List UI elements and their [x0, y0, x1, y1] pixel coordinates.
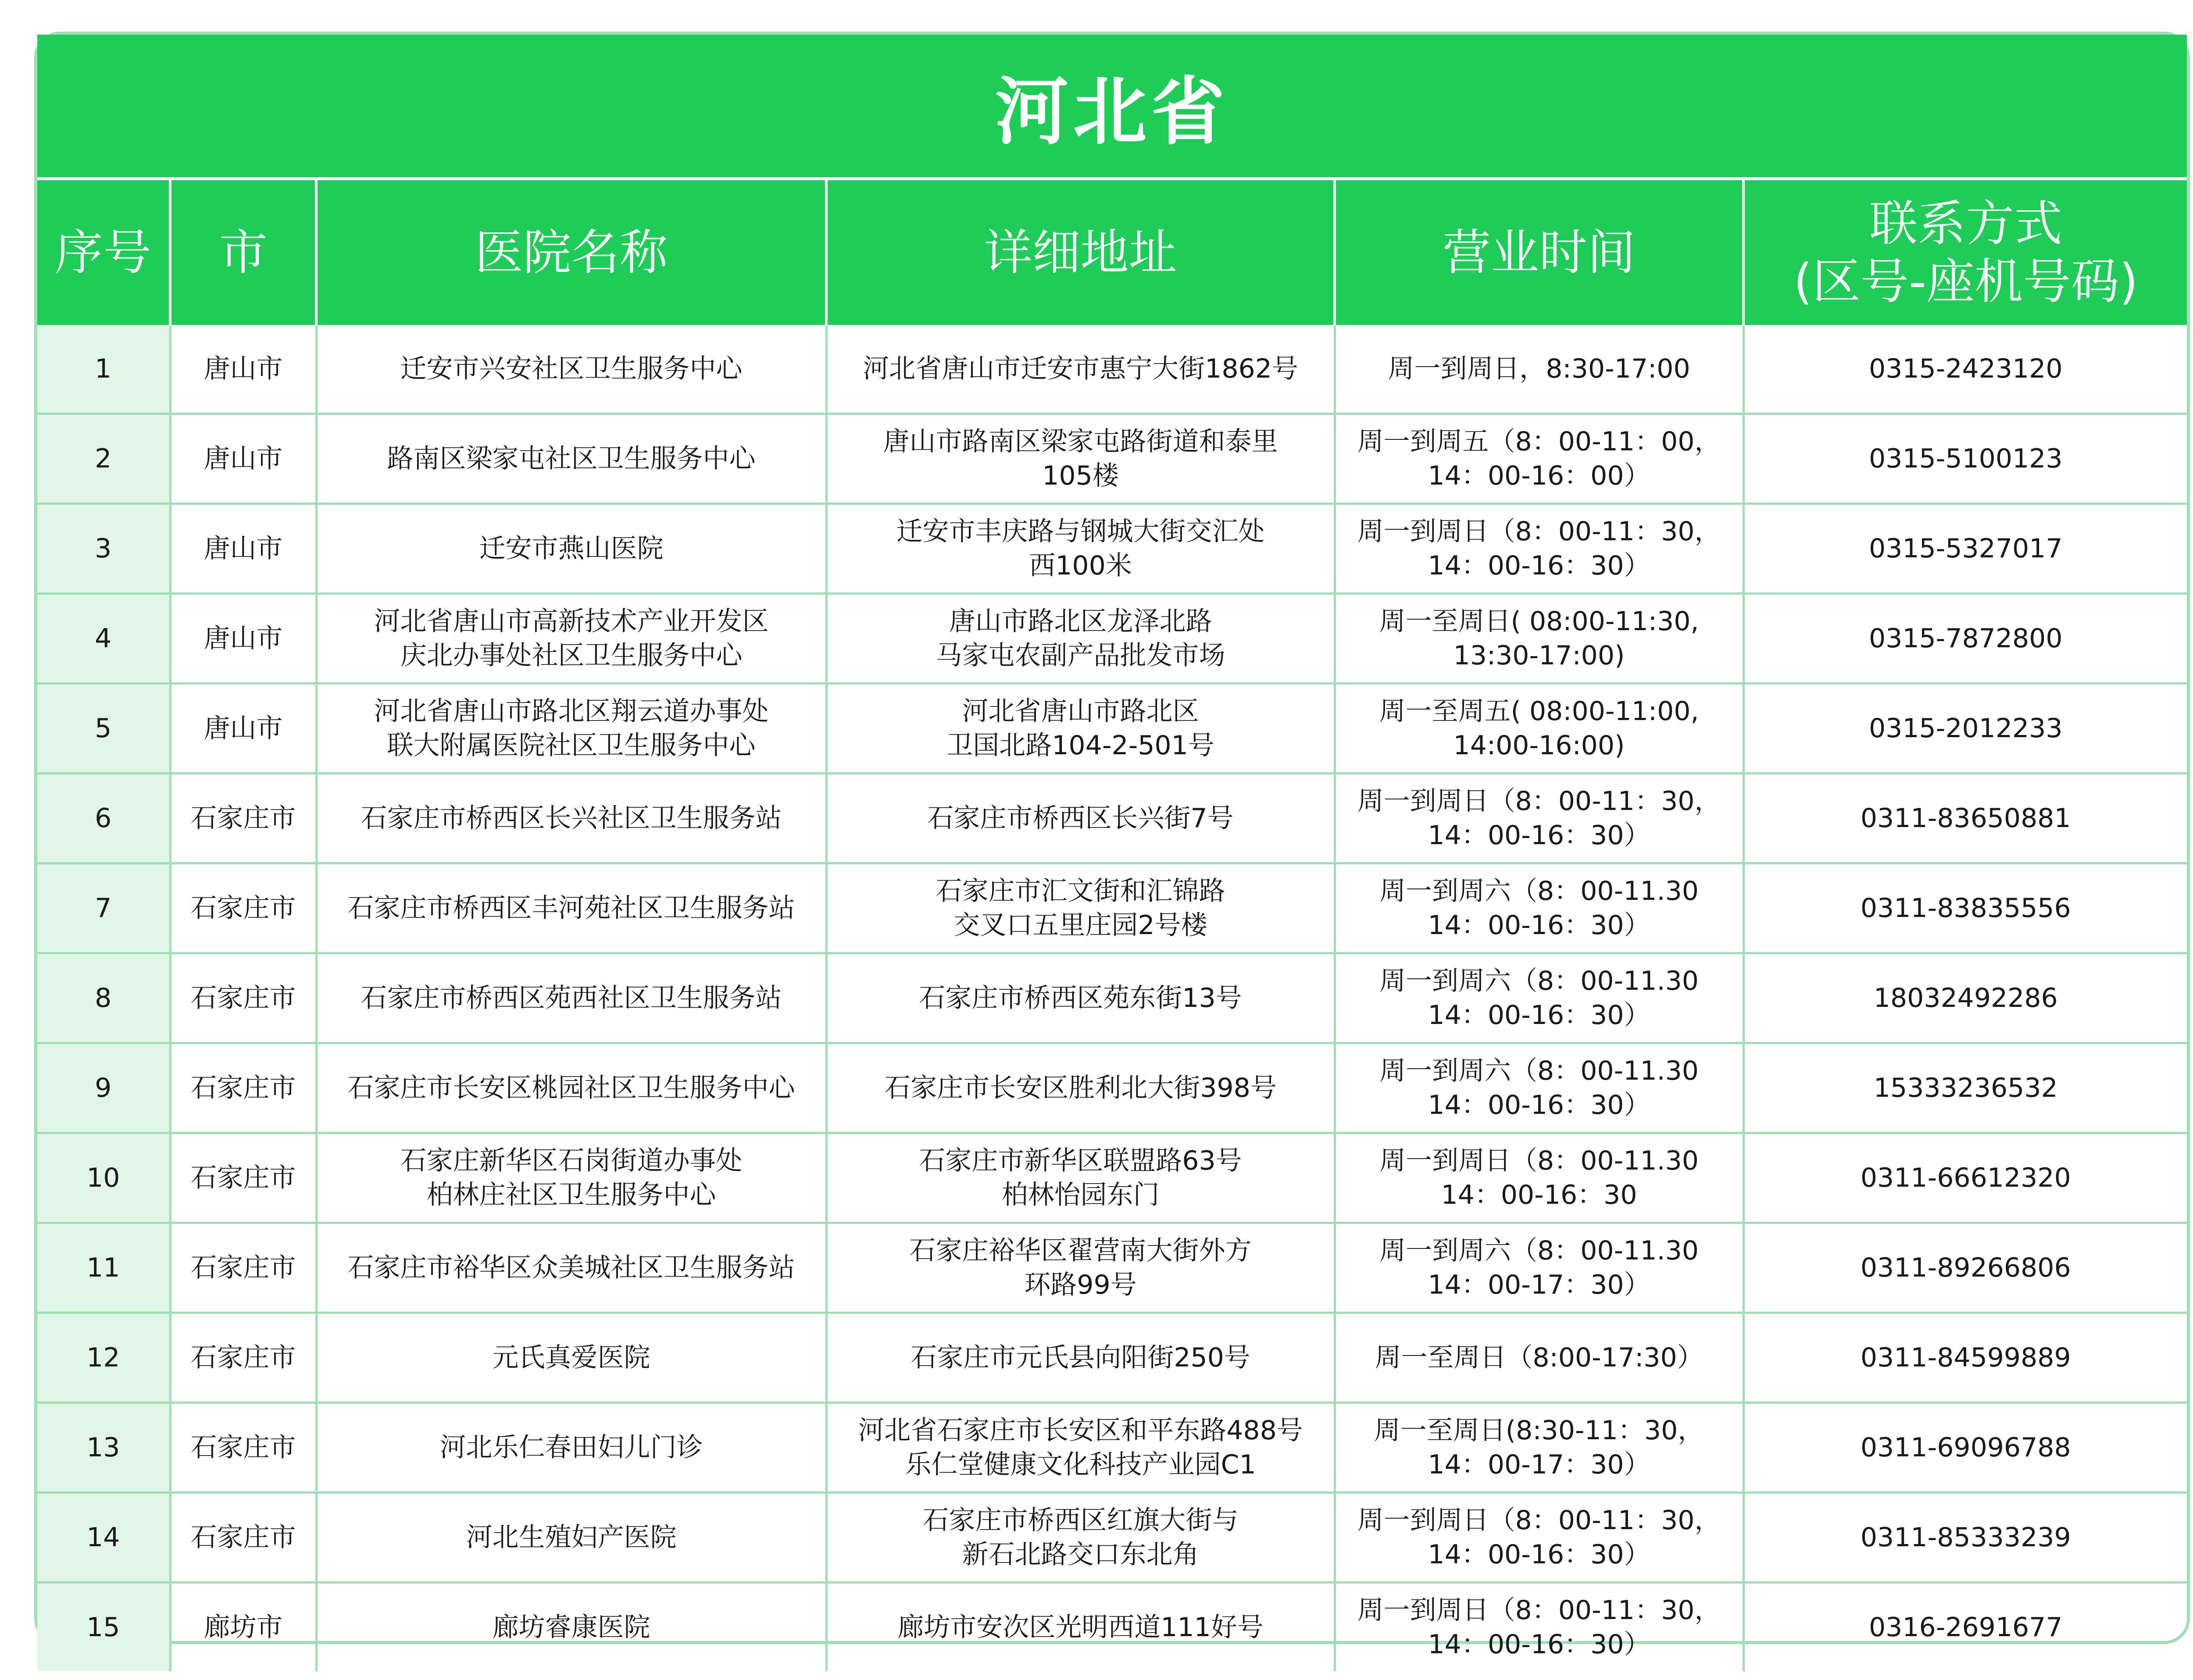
cell-city: 石家庄市: [170, 774, 316, 863]
cell-hospital: [316, 414, 826, 504]
cell-hours-line: 周一到周五（8：00-11：00，: [1357, 426, 1721, 457]
cell-address-line: 石家庄市元氏县向阳街250号: [911, 1342, 1250, 1373]
cell-hours-line: 14：00-16：30）: [1428, 1000, 1650, 1031]
cell-city: 唐山市: [170, 504, 316, 594]
cell-index: 3: [37, 504, 170, 594]
cell-hours-line: 周一到周六（8：00-11.30: [1379, 966, 1699, 996]
cell-hospital-line: 石家庄新华区石岗街道办事处: [400, 1145, 743, 1176]
cell-address-line: 唐山市路南区梁家屯路街道和泰里: [883, 426, 1278, 457]
table-row: [37, 1583, 2187, 1672]
cell-phone: 0311-83835556: [1743, 863, 2187, 953]
cell-address: [826, 1133, 1335, 1223]
cell-index: 14: [37, 1493, 170, 1583]
cell-hospital: [316, 1043, 826, 1133]
table-row: [37, 1403, 2187, 1493]
cell-hospital-line: 迁安市燕山医院: [479, 533, 664, 564]
cell-address: [826, 1403, 1335, 1493]
cell-phone: 0316-2691677: [1868, 1612, 2063, 1643]
cell-index: 13: [37, 1403, 170, 1493]
header-city: 市: [170, 180, 316, 325]
page-title: 河北省: [995, 69, 1229, 155]
cell-hospital-line: 石家庄市裕华区众美城社区卫生服务站: [347, 1252, 795, 1283]
province-card: [34, 32, 2190, 1660]
cell-city: 石家庄市: [170, 1133, 316, 1223]
cell-address: [826, 1223, 1335, 1313]
cell-city: 石家庄市: [170, 1043, 316, 1133]
cell-index: 10: [37, 1133, 170, 1223]
cell-hospital-line: 廊坊睿康医院: [492, 1612, 650, 1643]
cell-hours: [1335, 684, 1743, 774]
cell-address-line: 河北省石家庄市长安区和平东路488号: [858, 1415, 1303, 1446]
table-row: [37, 1043, 2187, 1133]
cell-hospital-line: 河北乐仁春田妇儿门诊: [439, 1432, 703, 1463]
cell-phone: 0315-7872800: [1743, 594, 2187, 684]
header-contact: [1743, 180, 2187, 325]
cell-address-line: 新石北路交口东北角: [962, 1539, 1199, 1570]
cell-index: 6: [37, 774, 170, 863]
cell-city: 石家庄市: [170, 1223, 316, 1313]
cell-hospital: [316, 325, 826, 414]
cell-address-line: 廊坊市安次区光明西道111好号: [897, 1612, 1264, 1643]
header-index: 序号: [37, 180, 170, 325]
cell-hours: [1335, 953, 1743, 1043]
cell-address-line: 石家庄市桥西区红旗大街与: [922, 1505, 1239, 1536]
cell-hours-line: 14：00-17：30）: [1428, 1449, 1650, 1480]
cell-hospital-line: 联大附属医院社区卫生服务中心: [387, 730, 756, 761]
cell-hospital: [316, 863, 826, 953]
cell-hours-line: 14:00-16:00): [1453, 730, 1625, 761]
cell-address: [826, 863, 1335, 953]
cell-hours: [1335, 1403, 1743, 1493]
cell-hours: [1335, 1493, 1743, 1583]
cell-address: [826, 684, 1335, 774]
table-row: [37, 594, 2187, 684]
cell-hospital: [316, 1493, 826, 1583]
title-band: [37, 35, 2187, 180]
cell-hours-line: 周一至周五( 08:00-11:00,: [1379, 696, 1699, 727]
table-row: [37, 684, 2187, 774]
header-row: [37, 180, 2187, 325]
cell-address-line: 西100米: [1029, 550, 1132, 581]
cell-hospital-line: 河北生殖妇产医院: [466, 1522, 677, 1553]
header-hospital: 医院名称: [316, 180, 826, 325]
cell-hours-line: 周一到周日（8：00-11：30，: [1357, 786, 1721, 817]
cell-hours-line: 14：00-16：30）: [1428, 820, 1650, 851]
table-row: [37, 1313, 2187, 1403]
cell-hours-line: 周一至周日(8:30-11：30，: [1374, 1415, 1704, 1446]
cell-hospital: [316, 1133, 826, 1223]
cell-phone: 0311-85333239: [1743, 1493, 2187, 1583]
cell-index: 5: [37, 684, 170, 774]
cell-hospital-line: 石家庄市桥西区丰河苑社区卫生服务站: [347, 893, 795, 924]
cell-index: 11: [37, 1223, 170, 1313]
cell-hours: [1335, 774, 1743, 863]
cell-phone: 0315-2012233: [1743, 684, 2187, 774]
header-contact-line1: 联系方式: [1869, 196, 2062, 252]
cell-hospital-line: 河北省唐山市高新技术产业开发区: [374, 606, 769, 637]
cell-phone: 15333236532: [1743, 1043, 2187, 1133]
cell-address: [826, 1043, 1335, 1133]
cell-address: [826, 414, 1335, 504]
cell-phone: 0311-66612320: [1743, 1133, 2187, 1223]
cell-phone: 0315-2423120: [1743, 325, 2187, 414]
cell-hospital-line: 庆北办事处社区卫生服务中心: [400, 640, 743, 671]
cell-hours-line: 周一到周日，8:30-17:00: [1388, 353, 1690, 384]
cell-hospital: [316, 774, 826, 863]
cell-index: 9: [37, 1043, 170, 1133]
cell-hours: [1335, 863, 1743, 953]
cell-index: 2: [37, 414, 170, 504]
cell-hospital: [316, 953, 826, 1043]
cell-address-line: 石家庄市新华区联盟路63号: [919, 1145, 1242, 1176]
cell-hours-line: 14：00-16：30）: [1428, 910, 1650, 941]
cell-address: [826, 325, 1335, 414]
cell-hospital-line: 石家庄市长安区桃园社区卫生服务中心: [347, 1073, 795, 1103]
cell-city: 石家庄市: [170, 1493, 316, 1583]
cell-address-line: 石家庄裕华区翟营南大街外方: [909, 1235, 1252, 1266]
cell-hours-line: 13:30-17:00): [1453, 640, 1625, 671]
cell-phone: 0315-5100123: [1743, 414, 2187, 504]
cell-address: [826, 594, 1335, 684]
cell-phone: 0311-69096788: [1743, 1403, 2187, 1493]
table-row: [37, 414, 2187, 504]
cell-address-line: 交叉口五里庄园2号楼: [954, 910, 1207, 941]
cell-address: [826, 1493, 1335, 1583]
cell-address-line: 唐山市路北区龙泽北路: [949, 606, 1212, 637]
cell-hours-line: 周一到周日（8：00-11：30，: [1357, 1505, 1721, 1536]
cell-city: 唐山市: [170, 325, 316, 414]
cell-hours-line: 周一到周日（8：00-11：30，: [1357, 516, 1721, 547]
cell-address-line: 石家庄市长安区胜利北大街398号: [884, 1073, 1277, 1103]
cell-index: 8: [37, 953, 170, 1043]
cell-address-line: 石家庄市汇文街和汇锦路: [936, 876, 1225, 906]
cell-address-line: 石家庄市桥西区苑东街13号: [919, 983, 1242, 1013]
cell-hours-line: 14：00-16：30）: [1428, 550, 1650, 581]
cell-hospital-line: 迁安市兴安社区卫生服务中心: [400, 353, 743, 384]
cell-address-line: 马家屯农副产品批发市场: [936, 640, 1225, 671]
cell-hours: [1335, 1313, 1743, 1403]
table-row: [37, 1493, 2187, 1583]
cell-hours-line: 周一至周日（8:00-17:30）: [1375, 1342, 1704, 1373]
cell-address-line: 环路99号: [1024, 1270, 1137, 1300]
table-row: [37, 774, 2187, 863]
cell-index: 1: [37, 325, 170, 414]
cell-hours-line: 14：00-16：30）: [1428, 1629, 1650, 1660]
cell-hours: [1335, 1583, 1743, 1672]
cell-index: 4: [37, 594, 170, 684]
cell-phone: 0311-83650881: [1743, 774, 2187, 863]
cell-phone: 0311-89266806: [1743, 1223, 2187, 1313]
table-row: [37, 1133, 2187, 1223]
cell-hospital-line: 石家庄市桥西区苑西社区卫生服务站: [361, 983, 782, 1013]
cell-address-line: 柏林怡园东门: [1001, 1180, 1160, 1210]
hospital-table: [37, 180, 2187, 1671]
cell-hospital: [316, 1223, 826, 1313]
cell-hospital: [316, 594, 826, 684]
cell-hospital: [316, 684, 826, 774]
cell-hours: [1335, 1043, 1743, 1133]
cell-hours: [1335, 325, 1743, 414]
cell-hours-line: 周一到周六（8：00-11.30: [1379, 876, 1699, 906]
cell-hospital-line: 元氏真爱医院: [492, 1342, 650, 1373]
cell-hospital-line: 河北省唐山市路北区翔云道办事处: [374, 696, 769, 727]
table-row: [37, 863, 2187, 953]
cell-address: [826, 1583, 1335, 1672]
cell-address: [826, 1313, 1335, 1403]
cell-hospital-line: 石家庄市桥西区长兴社区卫生服务站: [361, 803, 782, 834]
cell-city: 石家庄市: [170, 1403, 316, 1493]
header-address: 详细地址: [826, 180, 1335, 325]
header-hours: 营业时间: [1335, 180, 1743, 325]
cell-hours-line: 周一到周六（8：00-11.30: [1379, 1056, 1699, 1086]
cell-hours-line: 周一至周日( 08:00-11:30,: [1379, 606, 1699, 637]
cell-index: 7: [37, 863, 170, 953]
cell-hours-line: 周一到周日（8：00-11：30，: [1357, 1595, 1721, 1626]
cell-address-line: 105楼: [1042, 460, 1119, 491]
cell-city: 唐山市: [170, 594, 316, 684]
header-contact-line2: (区号-座机号码): [1793, 253, 2138, 310]
table-row: [37, 1223, 2187, 1313]
cell-hospital: [316, 1583, 826, 1672]
cell-city: 石家庄市: [170, 953, 316, 1043]
cell-hours-line: 14：00-16：30: [1441, 1180, 1637, 1210]
cell-hours: [1335, 1223, 1743, 1313]
cell-address-line: 河北省唐山市迁安市惠宁大街1862号: [863, 353, 1298, 384]
cell-hospital: [316, 1403, 826, 1493]
cell-city: 廊坊市: [170, 1583, 316, 1672]
cell-hospital: [316, 504, 826, 594]
cell-city: 唐山市: [170, 684, 316, 774]
cell-phone: 18032492286: [1743, 953, 2187, 1043]
cell-hours: [1335, 594, 1743, 684]
cell-hours-line: 周一到周日（8：00-11.30: [1379, 1145, 1699, 1176]
cell-hospital-line: 柏林庄社区卫生服务中心: [426, 1180, 716, 1210]
cell-address-line: 石家庄市桥西区长兴街7号: [927, 803, 1234, 834]
cell-hours-line: 14：00-17：30）: [1428, 1270, 1650, 1300]
cell-hospital-line: 路南区梁家屯社区卫生服务中心: [387, 443, 756, 474]
cell-hours-line: 周一到周六（8：00-11.30: [1379, 1235, 1699, 1266]
cell-address-line: 卫国北路104-2-501号: [946, 730, 1214, 761]
cell-hours: [1335, 504, 1743, 594]
cell-hospital: [316, 1313, 826, 1403]
cell-address-line: 河北省唐山市路北区: [962, 696, 1199, 727]
cell-address: [826, 774, 1335, 863]
cell-phone: 0311-84599889: [1743, 1313, 2187, 1403]
cell-phone: 0315-5327017: [1743, 504, 2187, 594]
cell-index: 12: [37, 1313, 170, 1403]
cell-city: 唐山市: [170, 414, 316, 504]
cell-hours: [1335, 414, 1743, 504]
table-row: [37, 325, 2187, 414]
cell-address-line: 乐仁堂健康文化科技产业园C1: [905, 1449, 1256, 1480]
cell-address-line: 迁安市丰庆路与钢城大街交汇处: [896, 516, 1265, 547]
cell-address: [826, 504, 1335, 594]
cell-hours-line: 14：00-16：00）: [1428, 460, 1650, 491]
cell-address: [826, 953, 1335, 1043]
cell-hours-line: 14：00-16：30）: [1428, 1090, 1650, 1120]
table-row: [37, 953, 2187, 1043]
cell-index: 15: [37, 1583, 170, 1672]
cell-city: 石家庄市: [170, 1313, 316, 1403]
cell-hours: [1335, 1133, 1743, 1223]
cell-city: 石家庄市: [170, 863, 316, 953]
cell-hours-line: 14：00-16：30）: [1428, 1539, 1650, 1570]
table-row: [37, 504, 2187, 594]
